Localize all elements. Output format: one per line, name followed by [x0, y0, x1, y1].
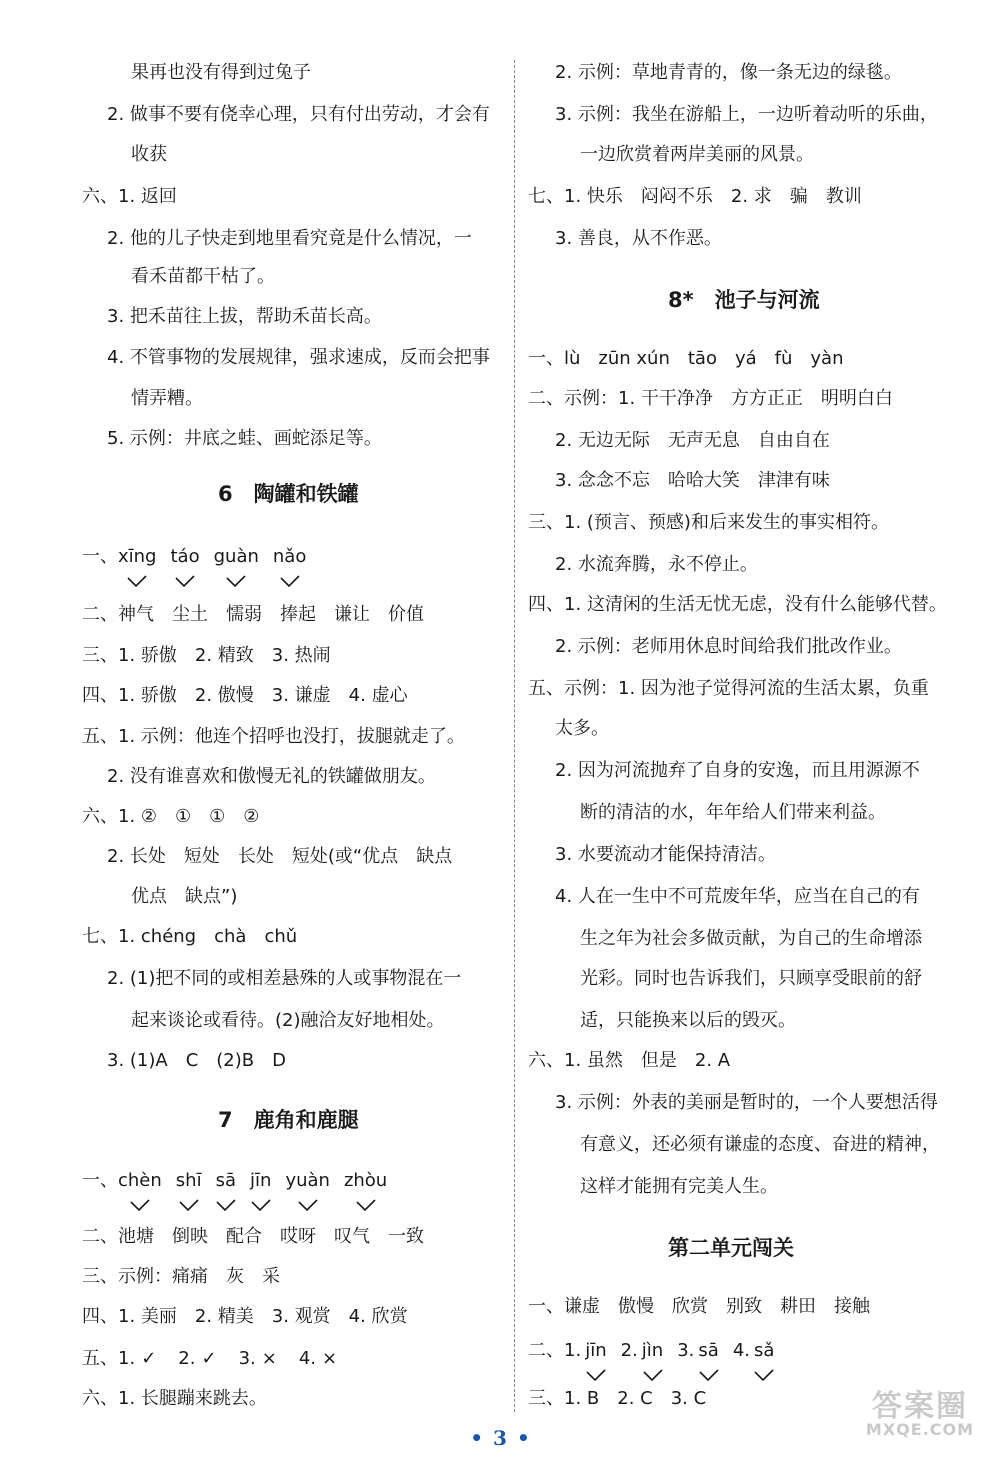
answer-line: 四、1. 这清闲的生活无忧无虑，没有什么能够代替。 — [528, 594, 947, 615]
pinyin-text: chèn — [118, 1170, 162, 1191]
section-title-8: 8* 池子与河流 — [668, 288, 820, 312]
pinyin-text: jìn — [641, 1340, 664, 1361]
pinyin-item — [344, 1172, 387, 1190]
checkmark-icon — [215, 1198, 237, 1212]
pinyin-list — [564, 1340, 788, 1361]
left-column — [0, 0, 514, 1422]
pinyin-item — [214, 548, 259, 566]
watermark-url: MXQE.COM — [865, 1420, 975, 1439]
pinyin-text: sā — [698, 1340, 719, 1361]
answer-line: 2. 他的儿子快走到地里看究竟是什么情况，一 — [107, 228, 472, 249]
answer-line: 一、谦虚 傲慢 欣赏 别致 耕田 接触 — [528, 1296, 870, 1317]
answer-line: 收获 — [131, 144, 167, 165]
answer-line: 2. 无边无际 无声无息 自由自在 — [555, 430, 830, 451]
checkmark-icon — [355, 1198, 377, 1212]
pinyin-text: yuàn — [285, 1170, 330, 1191]
answer-line: 5. 示例：井底之蛙、画蛇添足等。 — [107, 428, 382, 449]
answer-line: 2. 长处 短处 长处 短处(或“优点 缺点 — [107, 846, 453, 867]
pinyin-line: 一、lù zūn xún tāo yá fù yàn — [528, 348, 844, 369]
pinyin-list — [118, 1170, 401, 1191]
pinyin-row — [528, 1342, 788, 1360]
pinyin-list — [118, 546, 320, 567]
answer-line: 太多。 — [555, 718, 609, 739]
checkmark-icon — [225, 574, 247, 588]
page-number-value: 3 — [493, 1426, 507, 1450]
answer-line: 六、1. 虽然 但是 2. A — [528, 1050, 731, 1071]
answer-line: 二、池塘 倒映 配合 哎呀 叹气 一致 — [82, 1226, 424, 1247]
item-prefix: 五、 — [82, 1348, 118, 1369]
pinyin-text: jīn — [250, 1170, 272, 1191]
pinyin-item — [118, 548, 157, 566]
answer-line: 3. 示例：外表的美丽是暂时的，一个人要想活得 — [555, 1092, 938, 1113]
pinyin-item — [585, 1342, 606, 1360]
item-prefix: 二、 — [528, 1340, 564, 1361]
watermark-title: 答案圈 — [872, 1389, 968, 1424]
answer-line: 3. 示例：我坐在游船上，一边听着动听的乐曲， — [555, 104, 938, 125]
check-mark-icon: ✓ — [201, 1348, 217, 1369]
question-number: 3. — [238, 1348, 256, 1369]
question-number: 2. — [178, 1348, 196, 1369]
answer-line: 有意义，还必须有谦虚的态度、奋进的精神， — [580, 1134, 940, 1155]
pinyin-item — [285, 1172, 330, 1190]
answer-line: 五、示例：1. 因为池子觉得河流的生活太累，负重 — [528, 678, 929, 699]
answer-line: 生之年为社会多做贡献，为自己的生命增添 — [580, 928, 922, 949]
answer-line: 2. 示例：老师用休息时间给我们批改作业。 — [555, 636, 902, 657]
answer-line: 一边欣赏着两岸美丽的风景。 — [580, 144, 814, 165]
question-number: 2. — [620, 1340, 638, 1361]
pinyin-row — [82, 548, 320, 566]
pinyin-item — [176, 1172, 202, 1190]
checkmark-icon — [642, 1368, 664, 1382]
pinyin-text: sā — [215, 1170, 237, 1191]
answer-line: 七、1. chéng chà chǔ — [82, 926, 298, 947]
pinyin-item — [698, 1342, 718, 1360]
answer-line: 光彩。同时也告诉我们，只顾享受眼前的舒 — [580, 968, 922, 989]
checkmark-icon — [129, 1198, 151, 1212]
checkmark-icon — [174, 574, 196, 588]
pinyin-item — [216, 1172, 236, 1190]
answer-line: 4. 人在一生中不可荒废年华，应当在自己的有 — [555, 886, 920, 907]
question-number: 4. — [298, 1348, 317, 1369]
answer-line: 看禾苗都干枯了。 — [131, 266, 275, 287]
answer-line: 二、示例：1. 干干净净 方方正正 明明白白 — [528, 388, 893, 409]
answer-line: 4. 不管事物的发展规律，强求速成，反而会把事 — [107, 347, 490, 368]
pinyin-item — [250, 1172, 271, 1190]
answer-line: 3. 善良，从不作恶。 — [555, 228, 722, 249]
answer-line: 3. 把禾苗往上拔，帮助禾苗长高。 — [107, 306, 382, 327]
answer-line: 2. 示例：草地青青的，像一条无边的绿毯。 — [555, 62, 902, 83]
pinyin-item — [273, 548, 306, 566]
checkmark-icon — [279, 574, 301, 588]
answer-line: 3. (1)A C (2)B D — [107, 1050, 286, 1071]
answer-line: 情弄糟。 — [131, 388, 203, 409]
pinyin-item — [118, 1172, 162, 1190]
answer-line: 六、1. ② ① ① ② — [82, 806, 260, 827]
answer-line: 3. 水要流动才能保持清洁。 — [555, 844, 776, 865]
judgement-list — [118, 1348, 359, 1369]
section-title-7: 7 鹿角和鹿腿 — [218, 1108, 359, 1132]
answer-line: 五、1. 示例：他连个招呼也没打，拔腿就走了。 — [82, 726, 465, 747]
watermark — [850, 1389, 990, 1460]
answer-line: 七、1. 快乐 闷闷不乐 2. 求 骗 教训 — [528, 186, 862, 207]
answer-line: 四、1. 美丽 2. 精美 3. 观赏 4. 欣赏 — [82, 1306, 408, 1327]
section-title-6: 6 陶罐和铁罐 — [218, 482, 359, 506]
pinyin-text: shī — [175, 1170, 202, 1191]
answer-line: 这样才能拥有完美人生。 — [580, 1176, 778, 1197]
pinyin-item — [171, 548, 200, 566]
answer-line: 果再也没有得到过兔子 — [131, 62, 311, 83]
right-column — [518, 0, 1000, 1422]
checkmark-icon — [753, 1368, 775, 1382]
section-title-unit: 第二单元闯关 — [668, 1236, 794, 1260]
dot-icon: • — [516, 1426, 530, 1450]
cross-mark-icon: × — [261, 1348, 277, 1369]
answer-line: 起来谈论或看待。(2)融洽友好地相处。 — [131, 1010, 445, 1031]
pinyin-text: zhòu — [343, 1170, 388, 1191]
item-prefix: 一、 — [82, 546, 118, 567]
answer-line: 六、1. 长腿蹦来跳去。 — [82, 1388, 267, 1409]
checkmark-icon — [698, 1368, 720, 1382]
checkmark-icon — [585, 1368, 607, 1382]
answer-line: 2. 没有谁喜欢和傲慢无礼的铁罐做朋友。 — [107, 766, 436, 787]
answer-line: 三、1. B 2. C 3. C — [528, 1388, 707, 1409]
pinyin-text: xīng — [118, 546, 157, 567]
answer-line: 2. 做事不要有侥幸心理，只有付出劳动，才会有 — [107, 104, 490, 125]
cross-mark-icon: × — [322, 1348, 338, 1369]
question-number: 3. — [677, 1340, 695, 1361]
pinyin-text: guàn — [213, 546, 259, 567]
checkmark-icon — [178, 1198, 200, 1212]
pinyin-item — [642, 1342, 663, 1360]
answer-line: 3. 念念不忘 哈哈大笑 津津有味 — [555, 470, 830, 491]
answer-line: 2. 水流奔腾，永不停止。 — [555, 554, 758, 575]
answer-line: 二、神气 尘土 懦弱 捧起 谦让 价值 — [82, 604, 424, 625]
column-divider — [514, 60, 515, 1412]
pinyin-text: nǎo — [272, 546, 307, 567]
pinyin-text: táo — [170, 546, 200, 567]
question-number: 1. — [118, 1348, 136, 1369]
pinyin-row — [82, 1172, 401, 1190]
pinyin-text: jīn — [585, 1340, 607, 1361]
answer-line: 优点 缺点”) — [131, 886, 238, 907]
answer-line: 2. 因为河流抛弃了自身的安逸，而且用源源不 — [555, 760, 920, 781]
judgement-row — [82, 1350, 359, 1368]
check-mark-icon: ✓ — [141, 1348, 157, 1369]
answer-line: 适，只能换来以后的毁灭。 — [580, 1010, 796, 1031]
dot-icon: • — [470, 1426, 484, 1450]
answer-line: 断的清洁的水，年年给人们带来利益。 — [580, 802, 886, 823]
answer-line: 四、1. 骄傲 2. 傲慢 3. 谦虚 4. 虚心 — [82, 685, 408, 706]
pinyin-item — [754, 1342, 774, 1360]
question-number: 4. — [732, 1340, 751, 1361]
checkmark-icon — [250, 1198, 272, 1212]
answer-line: 三、1. (预言、预感)和后来发生的事实相符。 — [528, 512, 889, 533]
pinyin-text: sǎ — [754, 1340, 775, 1361]
checkmark-icon — [297, 1198, 319, 1212]
checkmark-icon — [126, 574, 148, 588]
item-prefix: 一、 — [82, 1170, 118, 1191]
answer-line: 三、1. 骄傲 2. 精致 3. 热闹 — [82, 645, 331, 666]
question-number: 1. — [564, 1340, 582, 1361]
answer-line: 2. (1)把不同的或相差悬殊的人或事物混在一 — [107, 968, 462, 989]
answer-line: 三、示例：痛痛 灰 采 — [82, 1266, 280, 1287]
answer-line: 六、1. 返回 — [82, 186, 177, 207]
